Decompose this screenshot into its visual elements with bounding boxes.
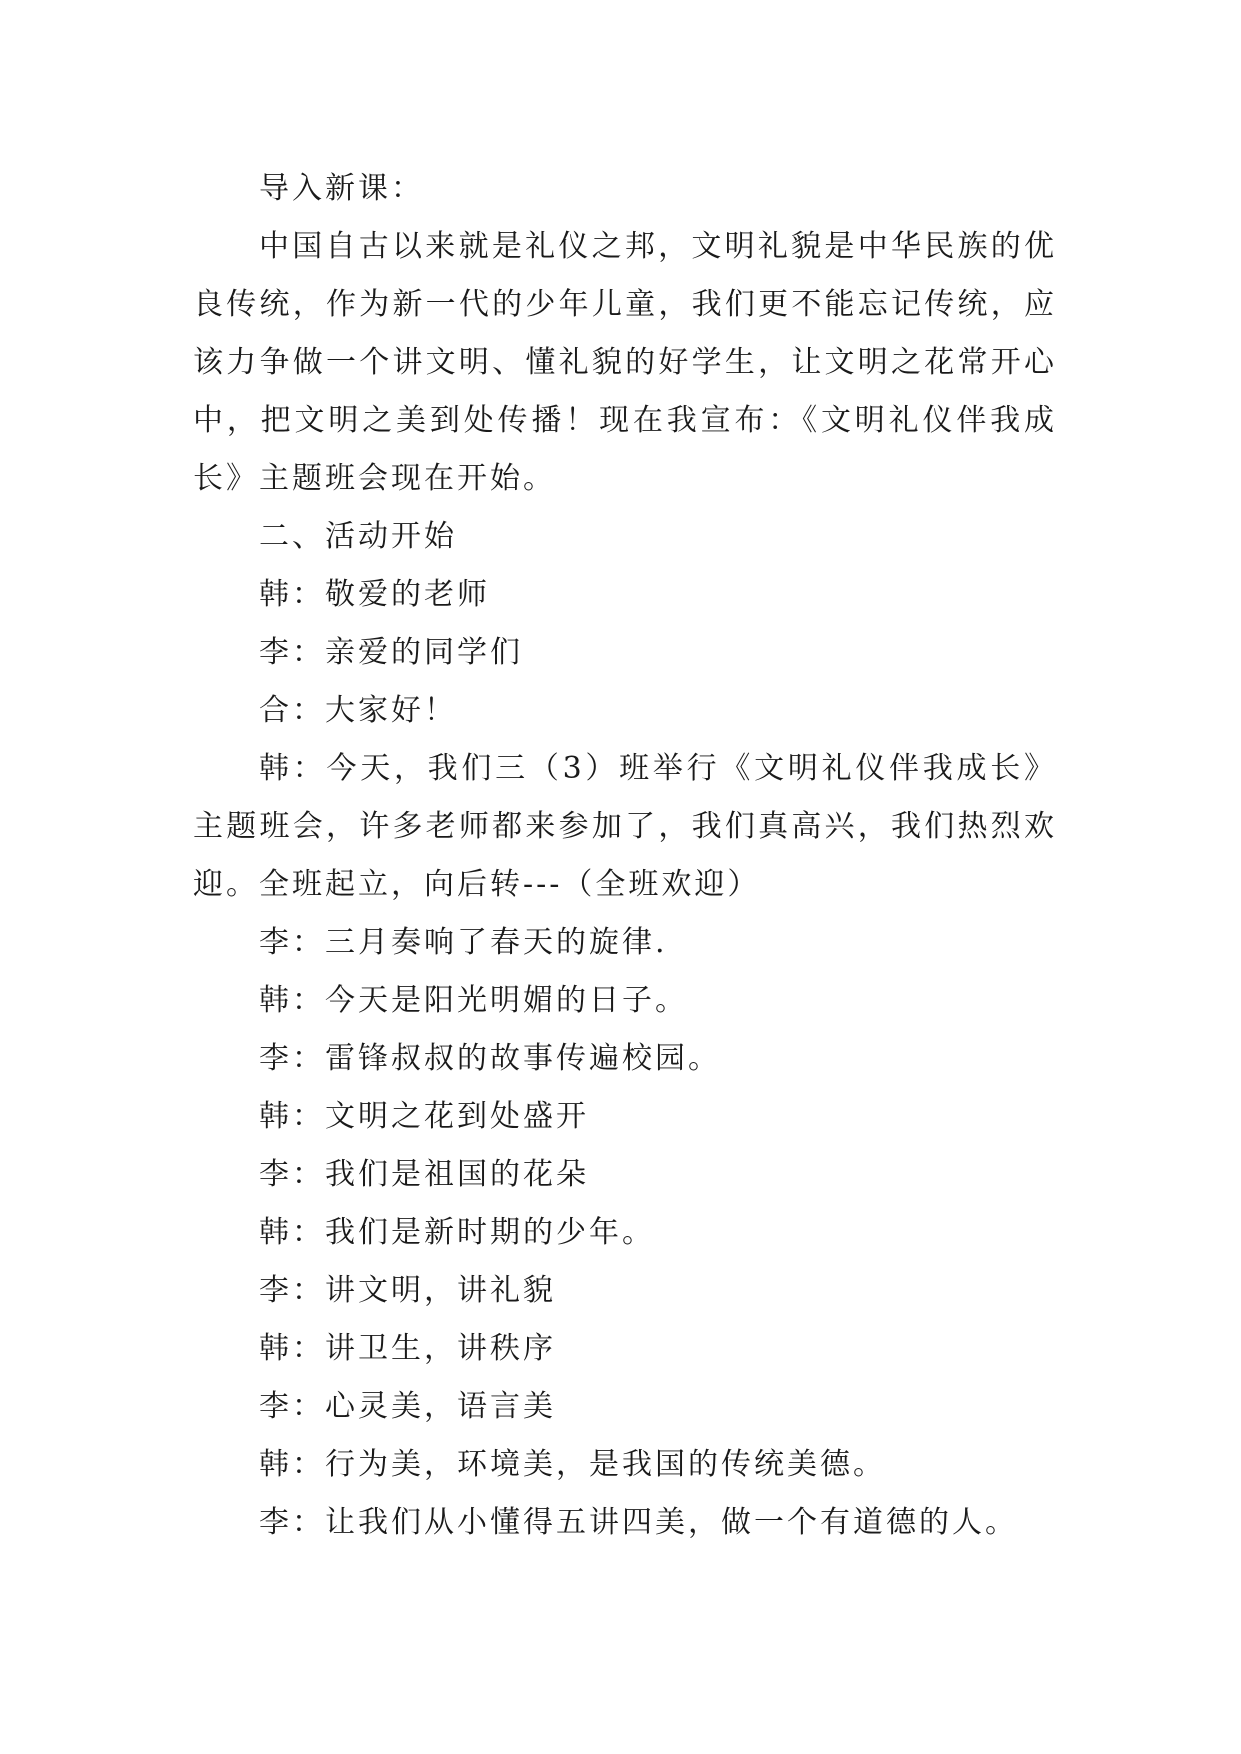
dialogue-line: 李：三月奏响了春天的旋律. [259, 925, 668, 960]
dialogue-line: 韩：文明之花到处盛开 [259, 1099, 589, 1134]
intro-paragraph: 中国自古以来就是礼仪之邦，文明礼貌是中华民族的优良传统，作为新一代的少年儿童，我们更不能忘记传统，应该力争做一个讲文明、懂礼貌的好学生，让文明之花常开心中，把文明之美到处传播！现在我宣布：《文明礼仪伴我成长》主题班会现在开始。 [193, 229, 1057, 496]
dialogue-line: 李：让我们从小懂得五讲四美，做一个有道德的人。 [259, 1505, 1018, 1540]
dialogue-line: 韩：今天是阳光明媚的日子。 [259, 983, 688, 1018]
heading-activity-start: 二、活动开始 [259, 519, 457, 554]
dialogue-line: 李：雷锋叔叔的故事传遍校园。 [259, 1041, 721, 1076]
dialogue-line: 韩：行为美，环境美，是我国的传统美德。 [259, 1447, 886, 1482]
dialogue-line: 韩：我们是新时期的少年。 [259, 1215, 655, 1250]
dialogue-line: 韩：今天，我们三（3）班举行《文明礼仪伴我成长》主题班会，许多老师都来参加了，我们真高兴，我们热烈欢迎。全班起立，向后转---（全班欢迎） [193, 751, 1057, 902]
dialogue-line: 李：我们是祖国的花朵 [259, 1157, 589, 1192]
document-body [193, 160, 1057, 1552]
heading-intro: 导入新课： [259, 171, 424, 206]
dialogue-line: 李：讲文明，讲礼貌 [259, 1273, 556, 1308]
dialogue-line: 合：大家好！ [259, 693, 457, 728]
dialogue-line: 韩：讲卫生，讲秩序 [259, 1331, 556, 1366]
dialogue-line: 李：亲爱的同学们 [259, 635, 523, 670]
dialogue-line: 韩：敬爱的老师 [259, 577, 490, 612]
dialogue-line: 李：心灵美，语言美 [259, 1389, 556, 1424]
